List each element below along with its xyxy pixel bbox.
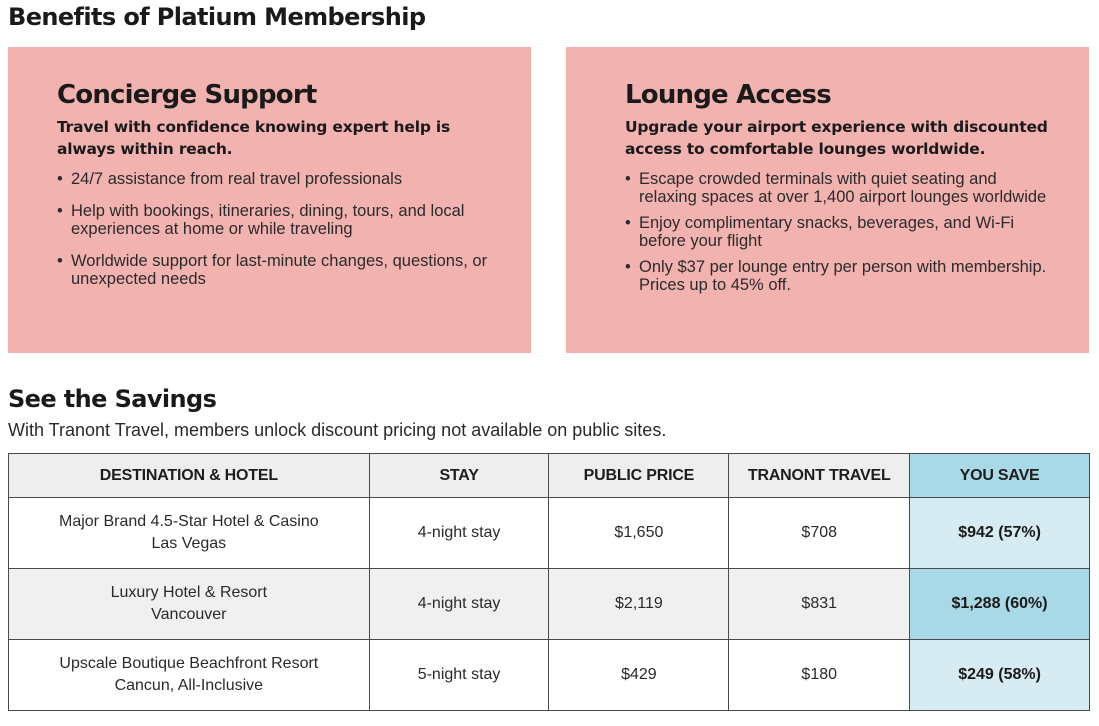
destination-hotel-cell	[9, 498, 370, 569]
header-stay: STAY	[369, 454, 549, 498]
table-row	[9, 498, 1090, 569]
hotel-name: Luxury Hotel & Resort	[110, 584, 268, 601]
list-item: • Only $37 per lounge entry per person with membership. Prices up to 45% off.	[625, 258, 1049, 294]
hotel-location: Cancun, All-Inclusive	[114, 677, 264, 694]
header-you-save: YOU SAVE	[910, 454, 1090, 498]
table-row	[9, 640, 1090, 711]
hotel-location: Las Vegas	[151, 535, 227, 552]
stay-cell: 4-night stay	[369, 569, 549, 640]
header-tranont-travel: TRANONT TRAVEL	[729, 454, 910, 498]
tranont-price-cell: $708	[729, 498, 910, 569]
concierge-support-card	[8, 47, 531, 353]
list-item: • Help with bookings, itineraries, dining, tours, and local experiences at home or while traveling	[57, 202, 491, 238]
savings-subtitle: With Tranont Travel, members unlock discount pricing not available on public sites.	[8, 420, 667, 440]
table-row	[9, 569, 1090, 640]
tranont-price-cell: $180	[729, 640, 910, 711]
list-item: • 24/7 assistance from real travel professionals	[57, 170, 491, 188]
savings-section-title: See the Savings	[8, 385, 217, 413]
lounge-benefits-list	[625, 170, 1049, 294]
table-header-row	[9, 454, 1090, 498]
header-destination-hotel: DESTINATION & HOTEL	[9, 454, 370, 498]
list-item: • Worldwide support for last-minute changes, questions, or unexpected needs	[57, 252, 491, 288]
hotel-name: Major Brand 4.5-Star Hotel & Casino	[58, 513, 319, 530]
concierge-benefits-list	[57, 170, 491, 288]
tranont-price-cell: $831	[729, 569, 910, 640]
list-item: • Enjoy complimentary snacks, beverages, and Wi-Fi before your flight	[625, 214, 1049, 250]
stay-cell: 4-night stay	[369, 498, 549, 569]
savings-table	[8, 453, 1090, 711]
you-save-cell: $942 (57%)	[910, 498, 1090, 569]
public-price-cell: $429	[549, 640, 729, 711]
lounge-card-title: Lounge Access	[625, 80, 831, 110]
you-save-cell: $249 (58%)	[910, 640, 1090, 711]
page-title: Benefits of Platium Membership	[8, 3, 426, 31]
hotel-location: Vancouver	[151, 606, 227, 623]
destination-hotel-cell	[9, 569, 370, 640]
lounge-access-card	[566, 47, 1089, 353]
stay-cell: 5-night stay	[369, 640, 549, 711]
lounge-card-intro: Upgrade your airport experience with discounted access to comfortable lounges worldwide.	[625, 118, 1048, 158]
you-save-cell: $1,288 (60%)	[910, 569, 1090, 640]
public-price-cell: $1,650	[549, 498, 729, 569]
public-price-cell: $2,119	[549, 569, 729, 640]
hotel-name: Upscale Boutique Beachfront Resort	[59, 655, 319, 672]
list-item: • Escape crowded terminals with quiet seating and relaxing spaces at over 1,400 airport lounges worldwide	[625, 170, 1049, 206]
destination-hotel-cell	[9, 640, 370, 711]
concierge-card-intro: Travel with confidence knowing expert help is always within reach.	[57, 118, 451, 158]
concierge-card-title: Concierge Support	[57, 80, 317, 110]
header-public-price: PUBLIC PRICE	[549, 454, 729, 498]
